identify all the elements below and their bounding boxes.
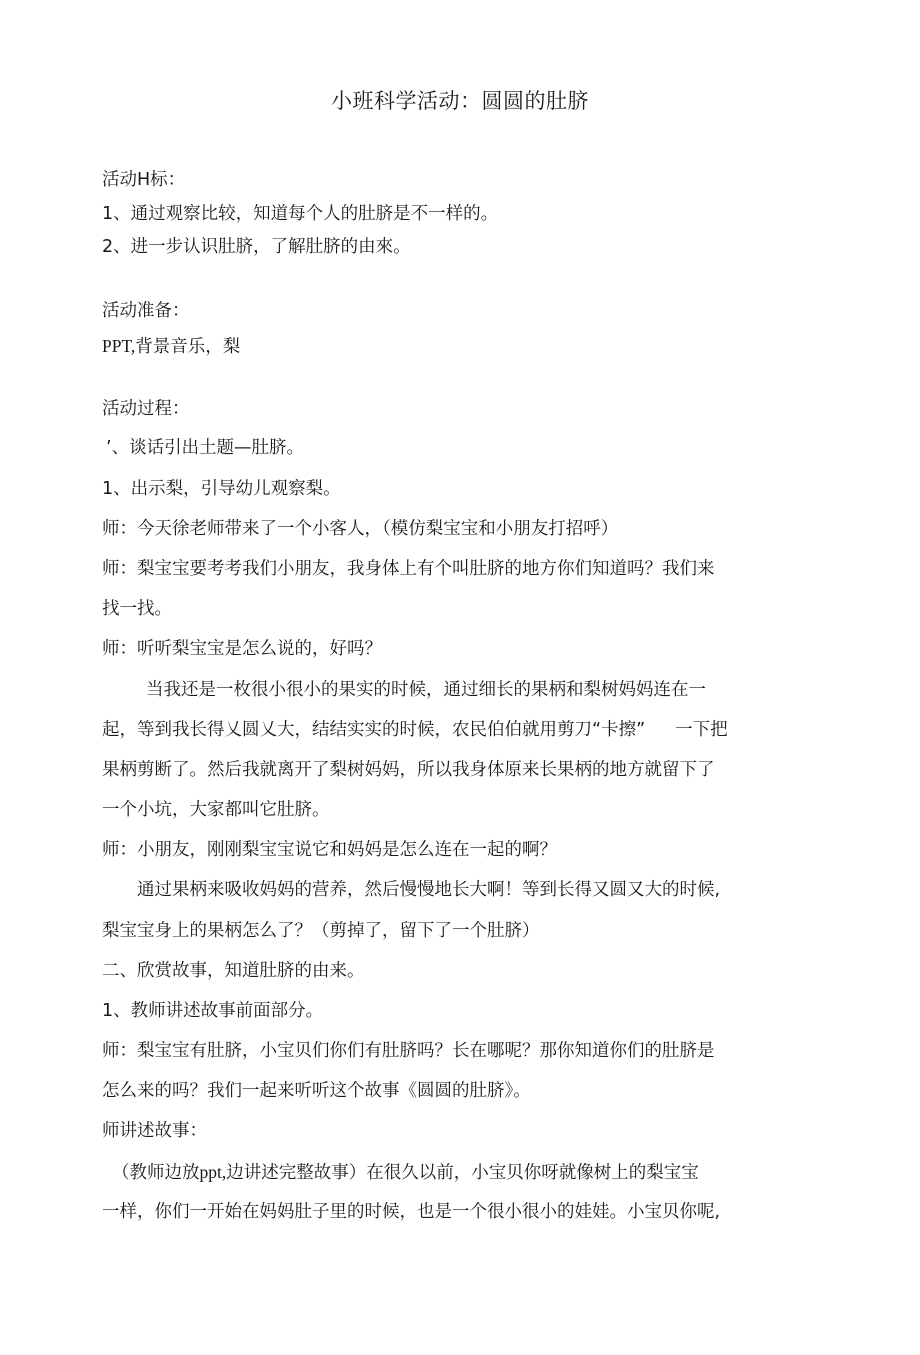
goals-heading: 活动H标：	[102, 170, 186, 190]
paragraph: 1、教师讲述故事前面部分。	[102, 1001, 324, 1021]
prep-latin: PPT,	[102, 336, 136, 356]
paragraph: 二、欣赏故事，知道肚脐的由来。	[102, 961, 365, 981]
paragraph: 一样，你们一开始在妈妈肚子里的时候，也是一个很小很小的娃娃。小宝贝你呢,	[102, 1202, 721, 1222]
paragraph: 一个小坑，大家都叫它肚脐。	[102, 800, 330, 820]
paragraph	[112, 1159, 699, 1186]
paragraph: 师：梨宝宝要考考我们小朋友，我身体上有个叫肚脐的地方你们知道吗？我们来	[102, 559, 715, 579]
paragraph: 通过果柄来吸收妈妈的营养，然后慢慢地长大啊！等到长得又圆又大的时候,	[137, 880, 721, 900]
paragraph: 找一找。	[102, 599, 172, 619]
process-heading: 活动过程：	[102, 399, 190, 419]
paragraph: 怎么来的吗？我们一起来听听这个故事《圆圆的肚脐》。	[102, 1081, 531, 1101]
prep-heading: 活动准备：	[102, 301, 190, 321]
paragraph: ’、谈话引出土题—肚脐。	[106, 438, 305, 458]
paragraph: 师：听听梨宝宝是怎么说的，好吗？	[102, 639, 382, 659]
paragraph-part: 边讲述完整故事）在很久以前，小宝贝你呀就像树上的梨宝宝	[226, 1163, 699, 1183]
paragraph: 梨宝宝身上的果柄怎么了？（剪掉了，留下了一个肚脐）	[102, 921, 540, 941]
paragraph-part: ppt,	[199, 1162, 227, 1182]
paragraph: 师：梨宝宝有肚脐，小宝贝们你们有肚脐吗？长在哪呢？那你知道你们的肚脐是	[102, 1041, 715, 1061]
paragraph: 师讲述故事：	[102, 1121, 207, 1141]
paragraph-part: （教师边放	[112, 1163, 200, 1183]
paragraph-part: 一下把	[675, 720, 728, 740]
goal-item-1: 1、通过观察比较，知道每个人的肚脐是不一样的。	[102, 204, 499, 224]
prep-rest: 背景音乐，梨	[135, 337, 241, 357]
paragraph-part: 起，等到我长得乂圆乂大，结结实实的时候，农民伯伯就用剪刀“卡擦”	[102, 720, 646, 740]
paragraph: 1、出示梨，引导幼儿观察梨。	[102, 479, 341, 499]
prep-materials	[102, 333, 240, 360]
paragraph: 师：今天徐老师带来了一个小客人，（模仿梨宝宝和小朋友打招呼）	[102, 519, 619, 539]
paragraph: 当我还是一枚很小很小的果实的时候，通过细长的果柄和梨树妈妈连在一	[146, 680, 706, 700]
paragraph: 师：小朋友，刚刚梨宝宝说它和妈妈是怎么连在一起的啊？	[102, 840, 557, 860]
goal-item-2: 2、进一步认识肚脐，了解肚脐的由來。	[102, 237, 411, 257]
page-title: 小班科学活动：圆圆的肚脐	[331, 89, 589, 113]
paragraph: 果柄剪断了。然后我就离开了梨树妈妈，所以我身体原来长果柄的地方就留下了	[102, 760, 715, 780]
paragraph	[102, 717, 728, 743]
